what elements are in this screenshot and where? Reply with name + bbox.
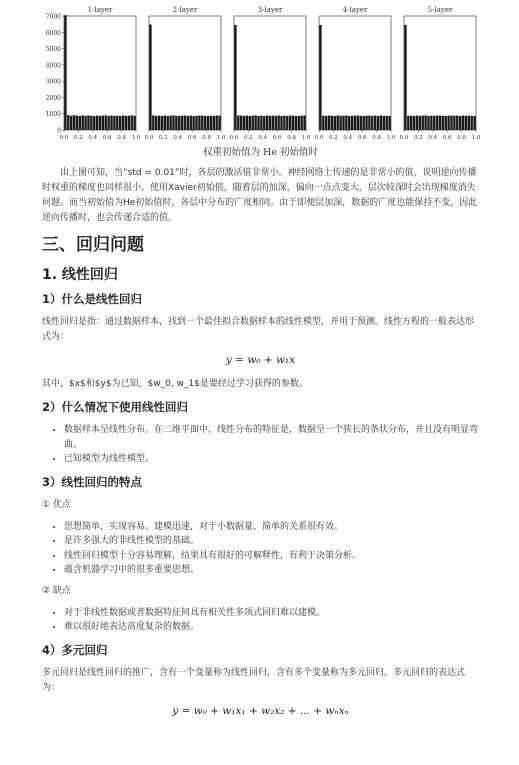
panel-title: 3-layer xyxy=(257,6,283,14)
histogram-bar xyxy=(298,116,300,130)
histogram-bar xyxy=(161,116,163,130)
panel-title: 2-layer xyxy=(172,6,198,14)
histogram-bar xyxy=(149,24,151,130)
histogram-bar xyxy=(210,116,212,130)
histogram-bar xyxy=(292,116,294,130)
figure-caption: 权重初始值为 He 初始值时 xyxy=(203,147,318,158)
histogram-bar xyxy=(328,116,330,130)
histogram-bar xyxy=(272,116,274,130)
histogram-bar xyxy=(371,116,373,130)
histogram-bar xyxy=(342,116,344,130)
histogram-bar xyxy=(473,116,475,130)
section-heading: 三、回归问题 xyxy=(42,235,144,255)
histogram-bar xyxy=(175,116,177,130)
x-tick-label: 0.8 xyxy=(457,135,466,141)
histogram-bar xyxy=(334,116,336,130)
histogram-bar xyxy=(119,116,121,130)
panel-frame xyxy=(149,16,221,130)
histogram-bar xyxy=(422,116,424,130)
list-item: • 难以很好地表达高度复杂的数据。 xyxy=(64,620,479,635)
histogram-bar xyxy=(198,116,200,130)
x-tick-label: 0.6 xyxy=(102,135,112,141)
y-tick-label: 4000 xyxy=(45,62,61,70)
panel-title: 4-layer xyxy=(342,6,368,14)
list-item: • 对于非线性数据或者数据特征间具有相关性多项式回归难以建模。 xyxy=(64,606,479,621)
cons-label: ② 缺点 xyxy=(42,585,71,596)
y-tick-label: 3000 xyxy=(45,78,61,86)
histogram-bar xyxy=(470,116,472,130)
histogram-bar xyxy=(102,116,104,130)
histogram-bar xyxy=(357,116,359,130)
definition-text: 线性回归是指：通过数据样本，找到一个最佳拟合数据样本的线性模型，并用于预测。线性方程的一般表达形式为： xyxy=(42,317,475,342)
histogram-bar xyxy=(269,116,271,130)
histogram-bar xyxy=(249,116,251,130)
histogram-bar xyxy=(240,116,242,130)
when-list xyxy=(42,423,479,467)
histogram-bar xyxy=(79,116,81,130)
histogram-bar xyxy=(76,116,78,130)
panel-frame xyxy=(234,16,306,130)
y-tick-label: 2000 xyxy=(45,94,61,102)
histogram-bar xyxy=(195,116,197,130)
histogram-bar xyxy=(345,116,347,130)
x-tick-label: 0.6 xyxy=(442,135,452,141)
histogram-bar xyxy=(263,116,265,130)
histogram-bar xyxy=(84,116,86,130)
y-tick-label: 6000 xyxy=(45,29,61,37)
histogram-bar xyxy=(433,116,435,130)
histogram-bar xyxy=(413,116,415,130)
histogram-bar xyxy=(275,116,277,130)
histogram-bar xyxy=(303,116,305,130)
histogram-bar xyxy=(339,116,341,130)
histogram-bar xyxy=(286,116,288,130)
when-to-use-heading: 2）什么情况下使用线性回归 xyxy=(42,400,189,414)
histogram-bar xyxy=(424,115,426,130)
histogram-bar xyxy=(107,116,109,130)
y-tick-label: 7000 xyxy=(45,13,61,21)
multi-regression-text: 多元回归是线性回归的推广，含有一个变量称为线性回归，含有多个变量称为多元回归。多元回归的表达式为： xyxy=(42,667,466,693)
x-tick-label: 1.0 xyxy=(386,135,396,141)
linear-formula: y = w₀ + w₁x xyxy=(225,354,296,366)
x-tick-label: 0.6 xyxy=(272,135,282,141)
x-tick-label: 0.2 xyxy=(244,135,253,141)
histogram-bar xyxy=(122,116,124,130)
histogram-bar xyxy=(459,116,461,130)
intro-paragraph: 由上图可知，当“std = 0.01”时，各层的激活值非常小。神经网络上传递的是非常小的值，说明逆向传播时权重的梯度也同样很小。使用Xavier初始值，随着层的加深，偏向一点点变大，层次较深时会出现梯度消失问题。而当初始值为He初始值时，各层中分布的广度相同。由于即便层加深，数据的广度也能保持不变，因此逆向传播时，也会传递合适的值。 xyxy=(42,168,478,223)
histogram-bar xyxy=(246,116,248,130)
histogram-bar xyxy=(257,116,259,130)
histogram-bar xyxy=(184,116,186,130)
histogram-bar xyxy=(73,115,75,130)
histogram-bar xyxy=(404,25,406,130)
histogram-bar xyxy=(164,116,166,130)
histogram-bar xyxy=(99,116,101,130)
histogram-bar xyxy=(465,116,467,130)
histogram-bar xyxy=(295,116,297,130)
multi-formula: y = w₀ + w₁x₁ + w₂x₂ + ... + wₙxₙ xyxy=(172,704,349,717)
histogram-bar xyxy=(155,116,157,130)
histogram-bar xyxy=(354,116,356,130)
histogram-bar xyxy=(128,116,130,130)
list-item: • 蕴含机器学习中的很多重要思想。 xyxy=(64,563,479,578)
histogram-bar xyxy=(453,116,455,130)
histogram-bar xyxy=(218,116,220,130)
histogram-bar xyxy=(87,116,89,130)
x-tick-label: 0.8 xyxy=(202,135,211,141)
histogram-bar xyxy=(133,116,135,130)
histogram-bar xyxy=(322,116,324,130)
histogram-bar xyxy=(383,116,385,130)
histogram-bar xyxy=(289,116,291,130)
histogram-bar xyxy=(237,116,239,130)
x-tick-label: 0.2 xyxy=(329,135,338,141)
x-tick-label: 0.2 xyxy=(414,135,423,141)
histogram-bar xyxy=(385,116,387,130)
histogram-bar xyxy=(427,116,429,130)
histogram-bar xyxy=(447,116,449,130)
histogram-bar xyxy=(430,116,432,130)
histogram-bar xyxy=(234,25,236,130)
histogram-bar xyxy=(190,116,192,130)
histogram-bar xyxy=(283,116,285,130)
histogram-bar xyxy=(64,15,66,130)
panel-frame xyxy=(319,16,391,130)
histogram-bar xyxy=(419,116,421,130)
pros-list xyxy=(42,520,479,578)
histogram-bar xyxy=(416,116,418,130)
histogram-bar xyxy=(280,116,282,130)
x-tick-label: 1.0 xyxy=(131,135,141,141)
histogram-bar xyxy=(178,116,180,130)
panel-title: 1-layer xyxy=(87,6,113,14)
histogram-bar xyxy=(362,116,364,130)
histogram-bar xyxy=(125,116,127,130)
histogram-figure xyxy=(42,0,479,142)
histogram-bar xyxy=(130,115,132,130)
histogram-bar xyxy=(187,116,189,130)
histogram-bar xyxy=(456,116,458,130)
list-item: • 思想简单，实现容易。建模迅速，对于小数据量、简单的关系很有效。 xyxy=(64,520,479,535)
histogram-bar xyxy=(442,116,444,130)
histogram-bar xyxy=(374,116,376,130)
histogram-bar xyxy=(351,116,353,130)
histogram-bar xyxy=(337,115,339,130)
panel-frame xyxy=(404,16,476,130)
histogram-bar xyxy=(266,116,268,130)
histogram-bar xyxy=(468,116,470,130)
histogram-bar xyxy=(388,116,390,130)
y-tick-label: 1000 xyxy=(45,111,61,119)
linear-regression-heading: 1. 线性回归 xyxy=(42,267,118,283)
x-tick-label: 0.0 xyxy=(399,135,409,141)
histogram-bar xyxy=(105,115,107,130)
x-tick-label: 0.2 xyxy=(74,135,83,141)
multi-regression-heading: 4）多元回归 xyxy=(42,642,108,657)
histogram-bar xyxy=(380,116,382,130)
histogram-bar xyxy=(167,116,169,130)
x-tick-label: 0.2 xyxy=(159,135,168,141)
histogram-bar xyxy=(67,115,69,130)
histogram-bar xyxy=(252,116,254,130)
histogram-bar xyxy=(377,116,379,130)
x-tick-label: 0.8 xyxy=(372,135,381,141)
histogram-bar xyxy=(116,116,118,130)
histogram-bar xyxy=(348,116,350,130)
histogram-bar xyxy=(300,116,302,130)
x-tick-label: 0.8 xyxy=(117,135,126,141)
panel-frame xyxy=(64,16,136,130)
histogram-bar xyxy=(82,115,84,130)
histogram-bar xyxy=(169,116,171,130)
features-heading: 3）线性回归的特点 xyxy=(42,474,143,489)
histogram-bar xyxy=(201,116,203,130)
histogram-bar xyxy=(319,25,321,130)
histogram-bar xyxy=(213,116,215,130)
what-is-heading: 1）什么是线性回归 xyxy=(42,292,143,306)
histogram-bar xyxy=(360,116,362,130)
x-tick-label: 0.0 xyxy=(314,135,324,141)
x-tick-label: 1.0 xyxy=(471,135,481,141)
params-text: 其中，$x$和$y$为已知，$w_0, w_1$是要经过学习获得的参数。 xyxy=(42,379,308,389)
x-tick-label: 1.0 xyxy=(216,135,226,141)
histogram-bar xyxy=(436,116,438,130)
x-tick-label: 0.6 xyxy=(187,135,197,141)
y-tick-label: 0 xyxy=(57,127,61,135)
x-tick-label: 0.4 xyxy=(173,135,183,141)
histogram-bar xyxy=(331,116,333,130)
histogram-bar xyxy=(158,116,160,130)
x-tick-label: 1.0 xyxy=(301,135,311,141)
x-tick-label: 0.4 xyxy=(343,135,353,141)
histogram-bar xyxy=(365,116,367,130)
y-tick-label: 5000 xyxy=(45,46,61,54)
histogram-bar xyxy=(439,116,441,130)
histogram-bar xyxy=(368,116,370,130)
x-tick-label: 0.0 xyxy=(59,135,69,141)
histogram-bar xyxy=(215,116,217,130)
x-tick-label: 0.4 xyxy=(88,135,98,141)
histogram-bar xyxy=(325,116,327,130)
histogram-bar xyxy=(207,116,209,130)
histogram-bar xyxy=(152,115,154,130)
histogram-bar xyxy=(172,115,174,130)
histogram-bar xyxy=(277,116,279,130)
histogram-bar xyxy=(90,116,92,130)
x-tick-label: 0.4 xyxy=(428,135,438,141)
histogram-bar xyxy=(445,116,447,130)
histogram-bar xyxy=(93,116,95,130)
list-item: • 线性回归模型十分容易理解，结果具有很好的可解释性，有利于决策分析。 xyxy=(64,549,479,564)
x-tick-label: 0.4 xyxy=(258,135,268,141)
x-tick-label: 0.6 xyxy=(357,135,367,141)
histogram-bar xyxy=(110,116,112,130)
x-tick-label: 0.0 xyxy=(144,135,154,141)
x-tick-label: 0.0 xyxy=(229,135,239,141)
panel-title: 5-layer xyxy=(427,6,453,14)
histogram-bar xyxy=(113,116,115,130)
histogram-bar xyxy=(181,116,183,130)
histogram-bar xyxy=(96,116,98,130)
histogram-bar xyxy=(204,116,206,130)
histogram-bar xyxy=(407,116,409,130)
histogram-bar xyxy=(260,116,262,130)
histogram-bar xyxy=(450,116,452,130)
list-item: • 是许多强大的非线性模型的基础。 xyxy=(64,534,479,549)
histogram-bar xyxy=(192,116,194,130)
list-item: • 已知模型为线性模型。 xyxy=(64,452,479,467)
pros-label: ① 优点 xyxy=(42,499,71,510)
histogram-bar xyxy=(410,116,412,130)
cons-list xyxy=(42,606,479,635)
histogram-chart xyxy=(42,0,482,142)
histogram-bar xyxy=(254,115,256,130)
x-tick-label: 0.8 xyxy=(287,135,296,141)
list-item: • 数据样本呈线性分布。在二维平面中，线性分布的特征是，数据呈一个狭长的条状分布，并且没有明显弯曲。 xyxy=(64,423,479,452)
histogram-bar xyxy=(243,116,245,130)
histogram-bar xyxy=(462,116,464,130)
histogram-bar xyxy=(70,116,72,130)
